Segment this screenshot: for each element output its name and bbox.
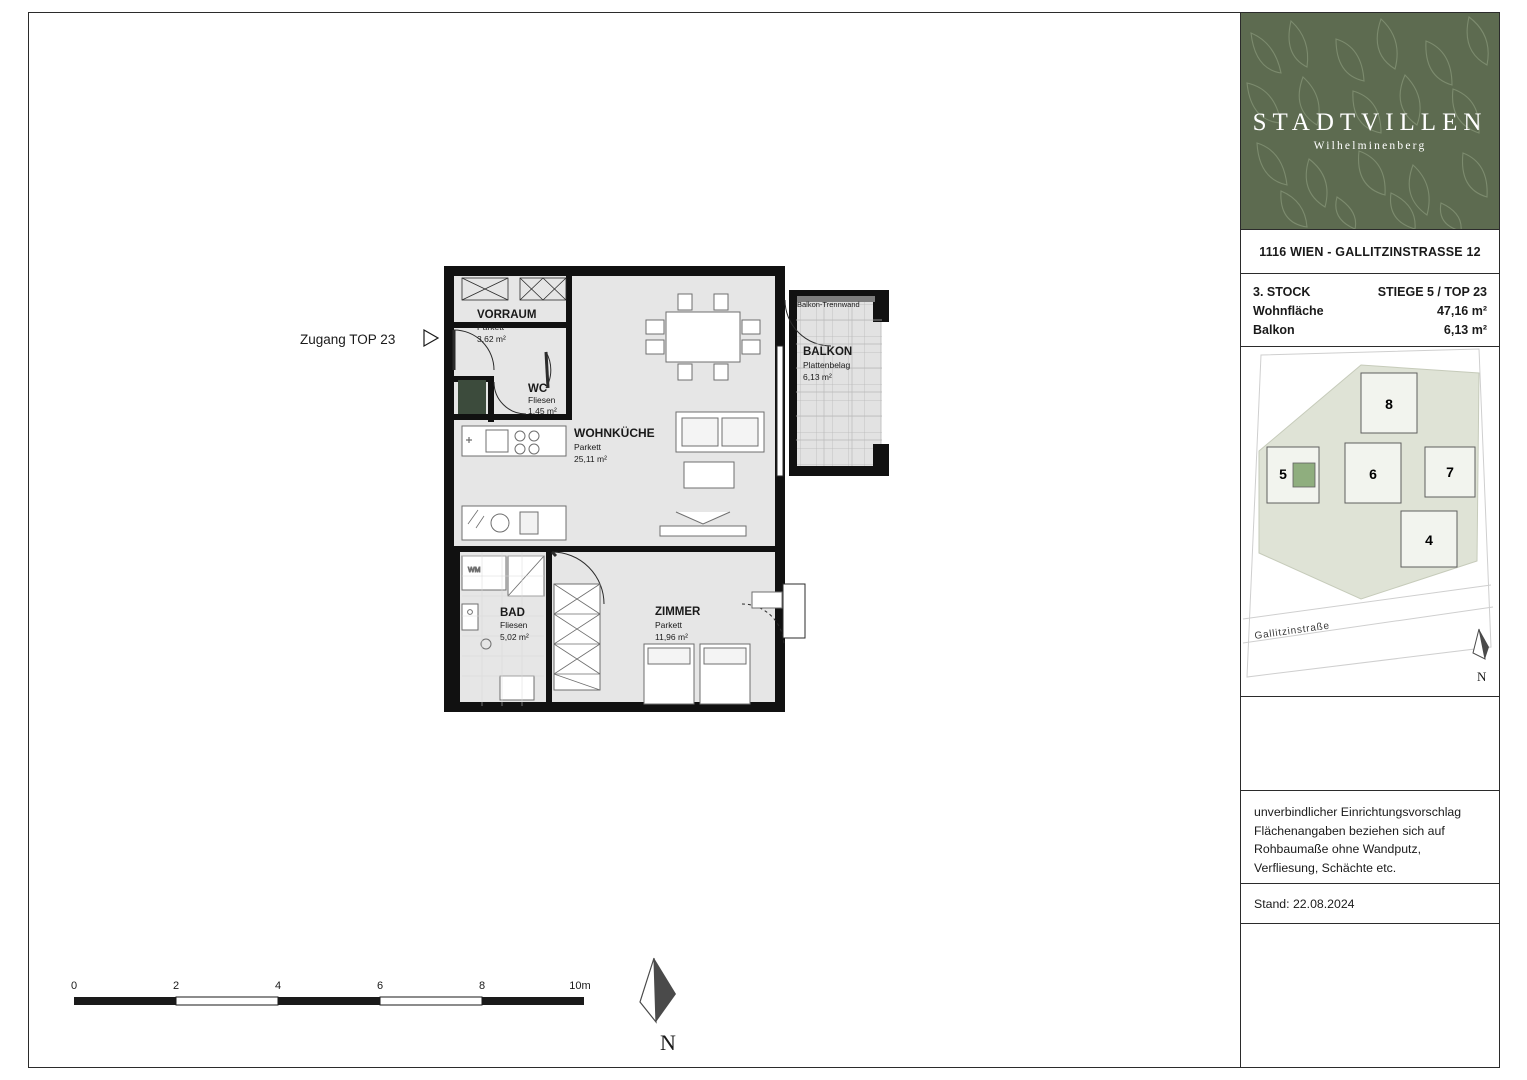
site-building-5: 5 [1279,466,1287,482]
panel-blank-area-1 [1241,697,1499,791]
wc-shaft [458,380,486,414]
project-address [1241,230,1499,274]
entrance-marker [300,330,438,347]
room-name-balkon: BALKON [803,346,853,358]
room-area-wohnkueche: 25,11 m² [574,454,607,464]
brand-logo [1241,13,1499,230]
disclaimer-text: unverbindlicher Einrichtungsvorschlag Flächenangaben beziehen sich auf Rohbaumaße ohne Wandputz, Verfliesung, Schächte etc. [1254,805,1462,875]
room-area-bad: 5,02 m² [500,632,529,642]
scale-bar-blocks [74,997,584,1005]
disclaimer-note [1241,791,1499,884]
room-area-balkon: 6,13 m² [803,372,832,382]
room-area-vorraum: 3,62 m² [477,334,506,344]
project-address-text: 1116 WIEN - GALLITZINSTRASSE 12 [1259,244,1481,259]
room-floor-balkon: Plattenbelag [803,360,851,370]
room-name-wohnkueche: WOHNKÜCHE [574,426,655,440]
scale-bar [60,955,620,1015]
room-area-zimmer: 11,96 m² [655,632,688,642]
room-floor-bad: Fliesen [500,620,528,630]
room-name-zimmer: ZIMMER [655,606,701,618]
room-floor-zimmer: Parkett [655,620,682,630]
scale-tick-8: 8 [478,980,486,992]
room-name-wc: WC [528,383,548,395]
site-building-4: 4 [1425,532,1433,548]
room-area-wc: 1,45 m² [528,406,557,416]
svg-text:WM: WM [468,567,481,574]
scale-tick-2: 2 [172,980,180,992]
entrance-label: Zugang TOP 23 [300,332,396,347]
scale-tick-6: 6 [376,980,384,992]
site-north-label: N [1477,669,1487,684]
compass-rose-icon [630,950,740,1060]
compass-north-label: N [660,1030,676,1055]
room-name-vorraum: VORRAUM [477,309,537,321]
scale-tick-10: 10m [569,980,591,992]
scale-tick-4: 4 [274,980,282,992]
panel-blank-area-2 [1241,924,1499,1067]
balcony-partition-label: Balkon-Trennwand [797,300,860,309]
revision-date-text: Stand: 22.08.2024 [1254,896,1355,911]
living-area-value: 47,16 m² [1436,304,1487,318]
room-floor-wohnkueche: Parkett [574,442,601,452]
room-name-bad: BAD [500,607,525,619]
floor-label: 3. STOCK [1253,285,1311,299]
scale-tick-0: 0 [70,980,78,992]
site-street-label: Gallitzinstraße [1253,620,1331,642]
room-floor-vorraum: Parkett [477,322,504,332]
info-panel [1240,13,1499,1067]
site-map-drawing [1241,347,1499,697]
site-building-7: 7 [1446,464,1454,480]
balcony-label: Balkon [1253,323,1295,337]
stair-unit-label: STIEGE 5 / TOP 23 [1377,285,1487,299]
site-building-8: 8 [1385,396,1393,412]
living-area-label: Wohnfläche [1253,304,1324,318]
logo-subtitle: Wilhelminenberg [1313,140,1427,152]
revision-date [1241,884,1499,924]
room-floor-wc: Fliesen [528,395,556,405]
unit-info [1241,274,1499,347]
site-building-6: 6 [1369,466,1377,482]
furniture-wardrobe [554,584,600,690]
site-north-icon [1473,629,1489,684]
site-map [1241,347,1499,697]
logo-title: STADTVILLEN [1252,109,1488,136]
balcony-value: 6,13 m² [1443,323,1487,337]
